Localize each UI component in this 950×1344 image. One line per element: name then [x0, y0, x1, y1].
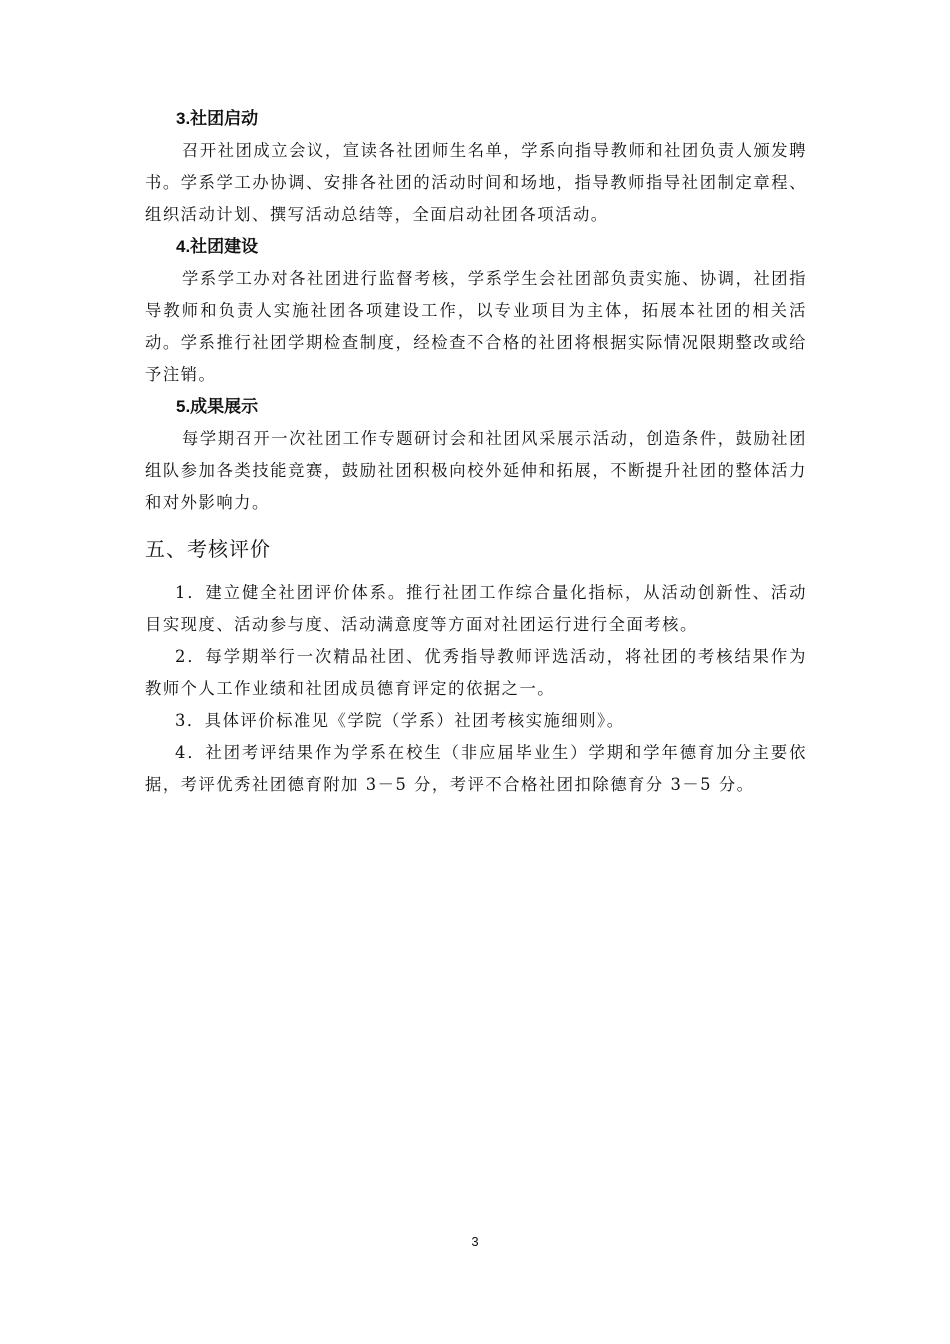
section-heading-evaluation: 五、考核评价	[145, 537, 271, 561]
subsection-heading-club-building: 4.社团建设	[176, 237, 259, 256]
subsection-heading-results-showcase: 5.成果展示	[176, 397, 259, 416]
paragraph-club-launch: 召开社团成立会议，宣读各社团师生名单，学系向指导教师和社团负责人颁发聘书。学系学工办协调、安排各社团的活动时间和场地，指导教师指导社团制定章程、组织活动计划、撰写活动总结等，全面启动社团各项活动。	[145, 141, 807, 224]
evaluation-item-2: 2．每学期举行一次精品社团、优秀指导教师评选活动，将社团的考核结果作为教师个人工作业绩和社团成员德育评定的依据之一。	[145, 647, 807, 698]
evaluation-item-3: 3．具体评价标准见《学院（学系）社团考核实施细则》。	[175, 711, 625, 730]
page-content	[145, 103, 807, 801]
page-number: 3	[471, 1234, 479, 1249]
paragraph-results-showcase: 每学期召开一次社团工作专题研讨会和社团风采展示活动，创造条件，鼓励社团组队参加各类技能竞赛，鼓励社团积极向校外延伸和拓展，不断提升社团的整体活力和对外影响力。	[145, 429, 807, 512]
subsection-heading-club-launch: 3.社团启动	[176, 109, 259, 128]
evaluation-item-4: 4．社团考评结果作为学系在校生（非应届毕业生）学期和学年德育加分主要依据，考评优秀社团德育附加 3－5 分，考评不合格社团扣除德育分 3－5 分。	[145, 743, 807, 794]
paragraph-club-building: 学系学工办对各社团进行监督考核，学系学生会社团部负责实施、协调，社团指导教师和负责人实施社团各项建设工作，以专业项目为主体，拓展本社团的相关活动。学系推行社团学期检查制度，经检查不合格的社团将根据实际情况限期整改或给予注销。	[145, 269, 807, 384]
evaluation-item-1: 1．建立健全社团评价体系。推行社团工作综合量化指标，从活动创新性、活动目实现度、活动参与度、活动满意度等方面对社团运行进行全面考核。	[145, 583, 807, 634]
